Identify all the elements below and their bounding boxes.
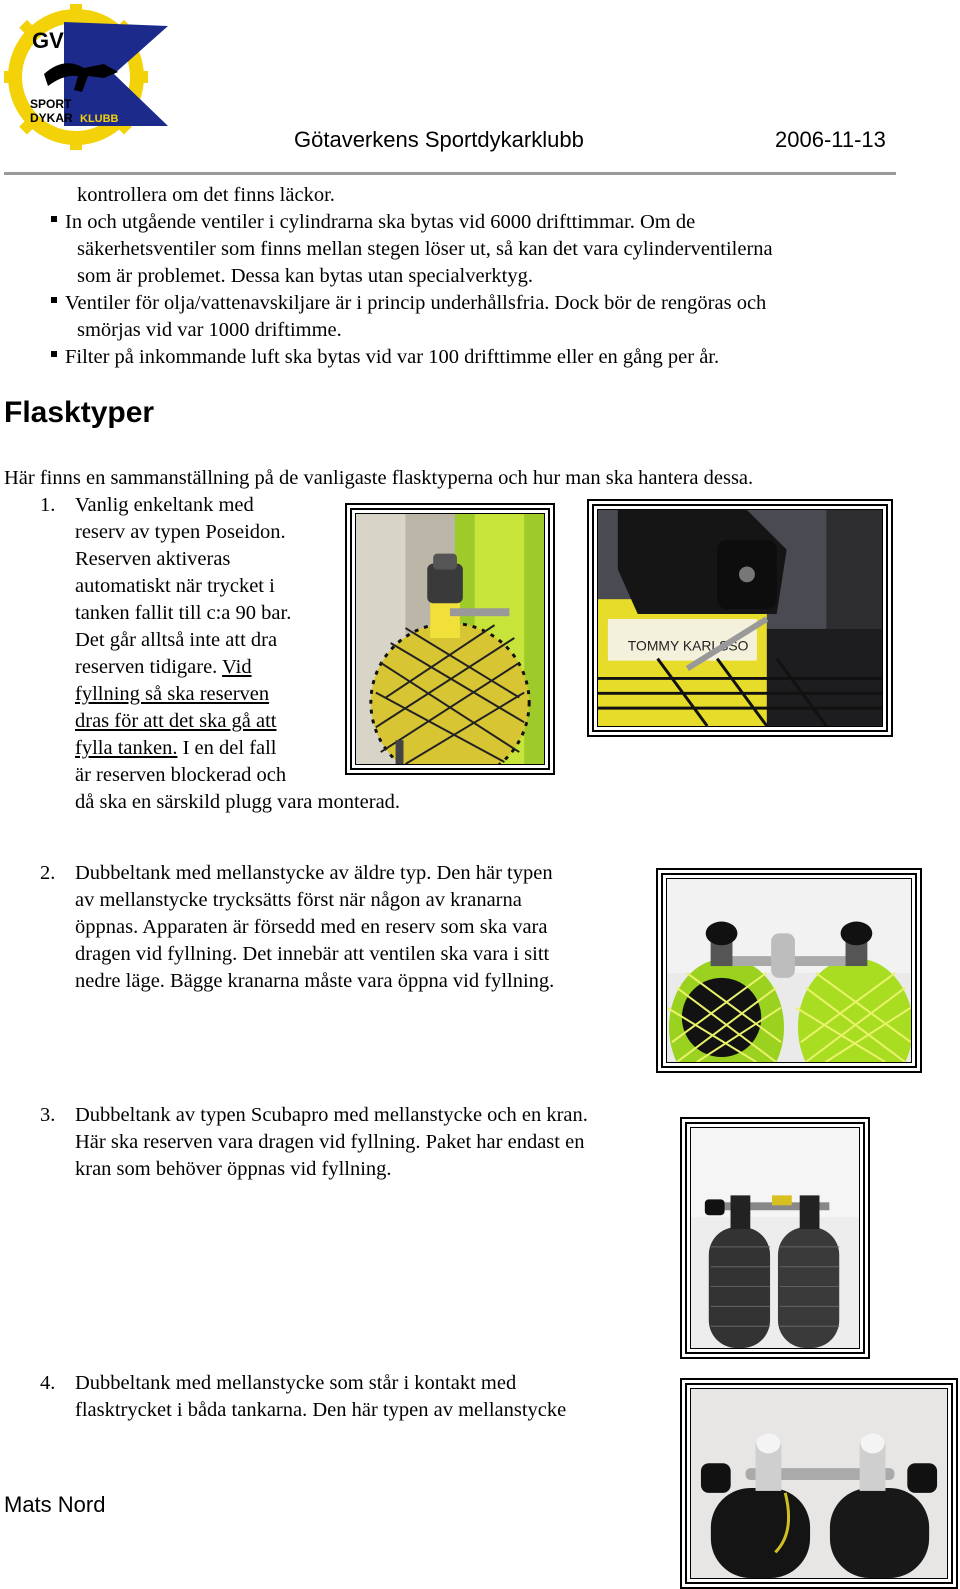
item-4-line: flasktrycket i båda tankarna. Den här typen av mellanstycke — [75, 1399, 567, 1421]
item-1-plain: reserven tidigare. — [75, 656, 223, 678]
club-name: Götaverkens Sportdykarklubb — [294, 127, 584, 152]
item-3-line: Här ska reserven vara dragen vid fyllning. Paket har endast en — [75, 1131, 585, 1153]
logo-text-sport: SPORT — [30, 97, 72, 111]
item-1-number: 1. — [40, 494, 56, 516]
photo-connected-twin-tank — [680, 1378, 958, 1589]
bullet-marker — [51, 216, 57, 222]
item-3-line: kran som behöver öppnas vid fyllning. — [75, 1158, 392, 1180]
item-1-line: Reserven aktiveras — [75, 548, 231, 570]
item-2-line: öppnas. Apparaten är försedd med en reserv som ska vara — [75, 916, 548, 938]
item-2-line: av mellanstycke trycksätts först när någon av kranarna — [75, 889, 522, 911]
item-2-line: Dubbeltank med mellanstycke av äldre typ. Den här typen — [75, 862, 553, 884]
item-1-line: Vanlig enkeltank med — [75, 494, 254, 516]
bullet-marker — [51, 351, 57, 357]
club-logo — [4, 4, 168, 150]
logo-text-gv: GV — [32, 28, 64, 53]
item-1-line: Det går alltså inte att dra — [75, 629, 278, 651]
item-3-number: 3. — [40, 1104, 56, 1126]
section-heading: Flasktyper — [4, 396, 155, 429]
photo-old-twin-tank — [656, 868, 922, 1073]
maintenance-bullet-2 — [65, 290, 766, 317]
item-4-text — [75, 1370, 675, 1424]
item-3-line: Dubbeltank av typen Scubapro med mellanstycke och en kran. — [75, 1104, 588, 1126]
maintenance-bullet-2-cont — [77, 317, 342, 344]
continuation-text: kontrollera om det finns läckor. — [77, 184, 335, 206]
logo-text-klubb: KLUBB — [80, 113, 119, 125]
item-1-plain: I en del fall — [177, 737, 277, 759]
item-1-underlined: Vid — [222, 656, 252, 678]
section-intro: Här finns en sammanställning på de vanligaste flasktyperna och hur man ska hantera dessa. — [4, 467, 754, 489]
item-1-line: tanken fallit till c:a 90 bar. — [75, 602, 292, 624]
bullet-1-line-1: In och utgående ventiler i cylindrarna ska bytas vid 6000 drifttimmar. Om de — [65, 211, 696, 233]
maintenance-bullet-1-cont — [77, 236, 773, 290]
item-1-line: då ska en särskild plugg vara monterad. — [75, 791, 401, 813]
item-2-number: 2. — [40, 862, 56, 884]
photo-tank-label: TOMMY KARLSSO — [627, 637, 749, 654]
item-2-line: dragen vid fyllning. Det innebär att ventilen ska vara i sitt — [75, 943, 550, 965]
item-1-underlined: fylla tanken. — [75, 737, 178, 759]
maintenance-bullet-3 — [65, 344, 719, 371]
bullet-1-line-2: säkerhetsventiler som finns mellan stegen löser ut, så kan det vara cylinderventilerna — [77, 238, 773, 260]
photo-valve-closeup — [587, 499, 893, 737]
maintenance-bullet-1 — [65, 209, 695, 236]
item-1-underlined: fyllning så ska reserven — [75, 683, 270, 705]
bullet-2-line-1: Ventiler för olja/vattenavskiljare är i princip underhållsfria. Dock bör de rengöras och — [65, 292, 767, 314]
logo-text-dykar: DYKAR — [30, 111, 73, 125]
header-rule — [4, 172, 896, 175]
photo-scubapro-twin-tank — [680, 1117, 870, 1359]
item-3-text — [75, 1102, 675, 1183]
item-1-underlined: dras för att det ska gå att — [75, 710, 277, 732]
document-date: 2006-11-13 — [775, 127, 886, 152]
item-2-line: nedre läge. Bägge kranarna måste vara öppna vid fyllning. — [75, 970, 555, 992]
footer-author: Mats Nord — [4, 1492, 106, 1517]
bullet-2-line-2: smörjas vid var 1000 driftimme. — [77, 319, 342, 341]
item-2-text — [75, 860, 655, 995]
item-1-line: automatiskt när trycket i — [75, 575, 275, 597]
bullet-1-line-3: som är problemet. Dessa kan bytas utan specialverktyg. — [77, 265, 533, 287]
item-4-number: 4. — [40, 1372, 56, 1394]
item-1-line: reserv av typen Poseidon. — [75, 521, 286, 543]
item-4-line: Dubbeltank med mellanstycke som står i kontakt med — [75, 1372, 517, 1394]
photo-single-tank — [345, 503, 555, 775]
bullet-marker — [51, 297, 57, 303]
item-1-line: är reserven blockerad och — [75, 764, 287, 786]
bullet-3-line-1: Filter på inkommande luft ska bytas vid var 100 drifttimme eller en gång per år. — [65, 346, 720, 368]
